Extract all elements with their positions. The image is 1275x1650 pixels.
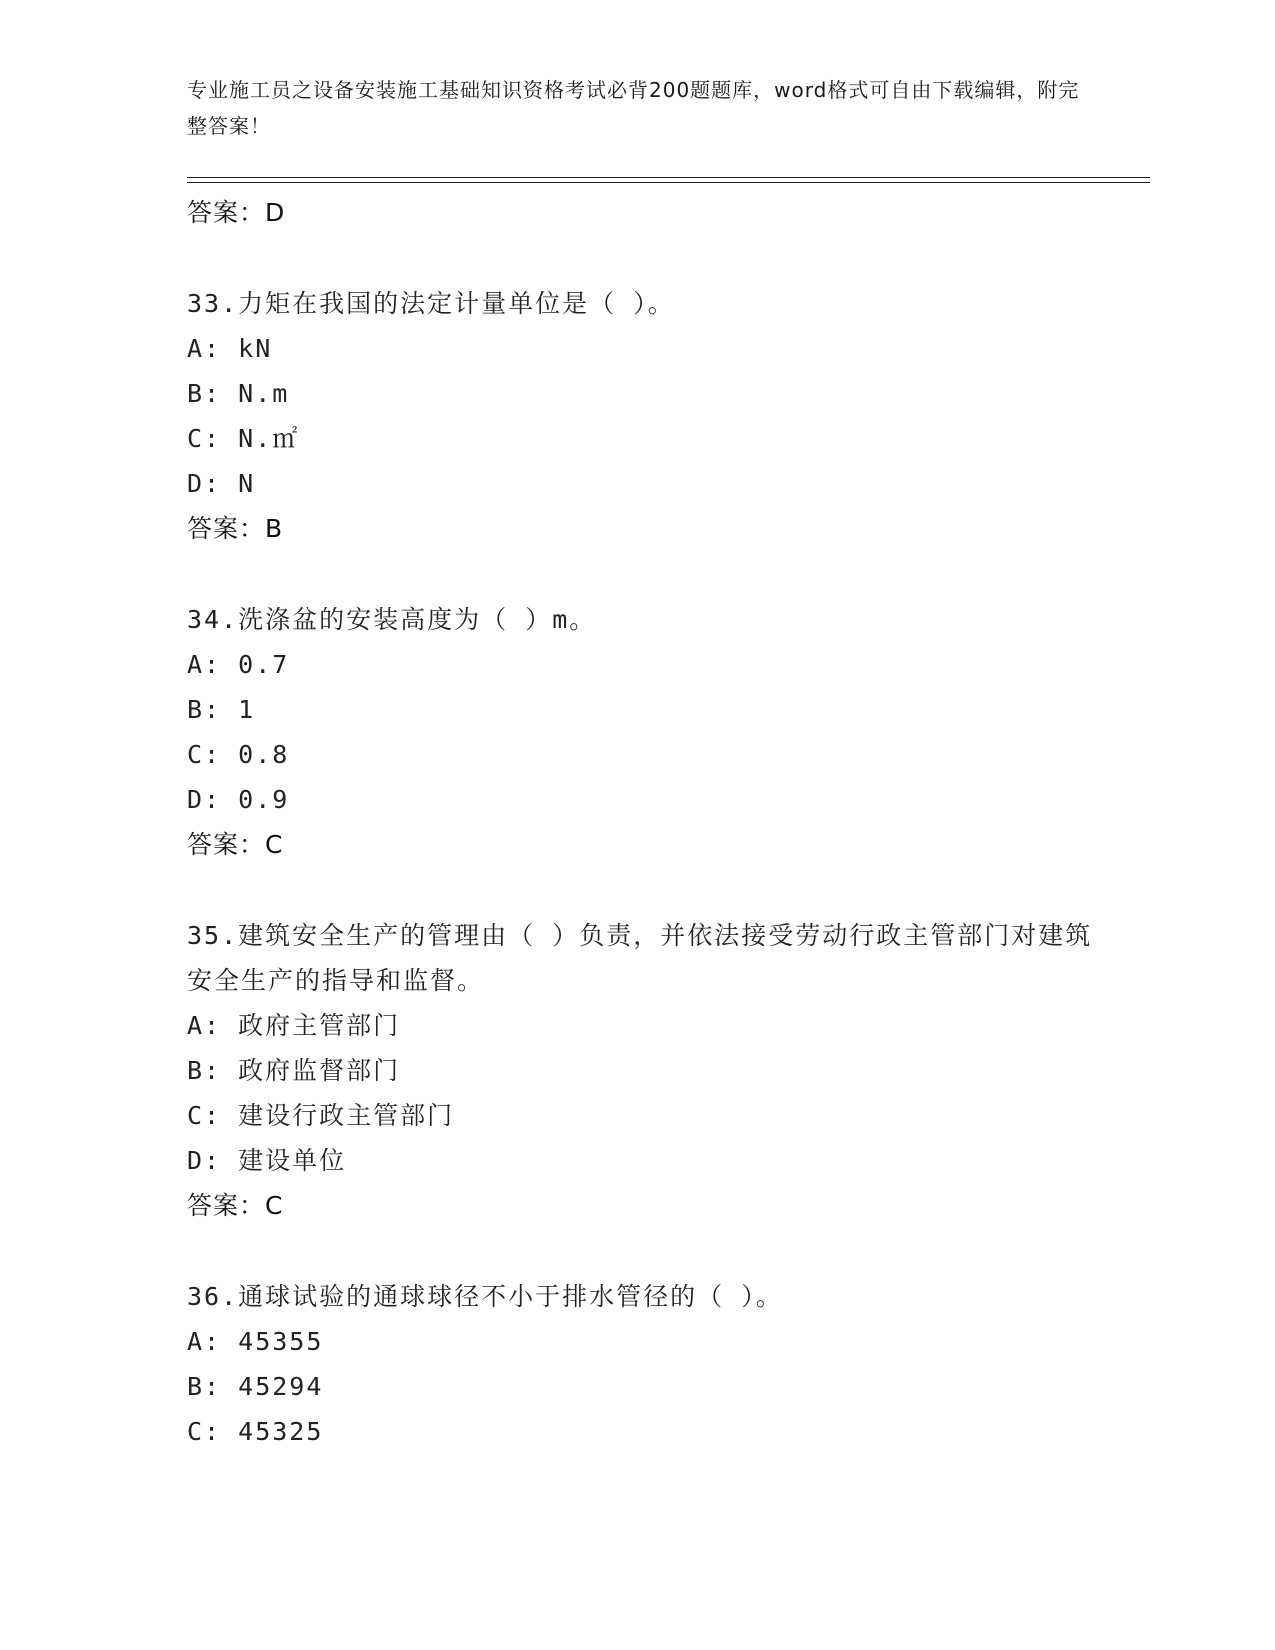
answer-line: 答案：B bbox=[187, 514, 284, 543]
option-c: C: 0.8 bbox=[187, 740, 290, 769]
answer-line: 答案：C bbox=[187, 830, 284, 859]
option-a: A: 45355 bbox=[187, 1327, 324, 1356]
question-block bbox=[187, 913, 1107, 1228]
option-b: B: 1 bbox=[187, 695, 256, 724]
option-a: A: kN bbox=[187, 334, 273, 363]
question-text: 35.建筑安全生产的管理由（ ）负责，并依法接受劳动行政主管部门对建筑安全生产的指导和监督。 bbox=[187, 921, 1093, 995]
option-d: D: N bbox=[187, 469, 256, 498]
question-list bbox=[187, 190, 1107, 1454]
header-rule-top bbox=[187, 177, 1150, 178]
question-text: 36.通球试验的通球球径不小于排水管径的（ ）。 bbox=[187, 1282, 783, 1311]
document-header: 专业施工员之设备安装施工基础知识资格考试必背200题题库，word格式可自由下载编辑，附完整答案！ bbox=[187, 78, 1080, 138]
answer-line: 答案：D bbox=[187, 198, 286, 227]
option-d: D: 0.9 bbox=[187, 785, 290, 814]
header-rule-bottom bbox=[187, 182, 1150, 183]
option-c: C: 建设行政主管部门 bbox=[187, 1101, 455, 1130]
question-text: 33.力矩在我国的法定计量单位是（ ）。 bbox=[187, 289, 675, 318]
question-block bbox=[187, 281, 1107, 551]
option-b: B: 政府监督部门 bbox=[187, 1056, 401, 1085]
option-b: B: N.m bbox=[187, 379, 290, 408]
option-a: A: 0.7 bbox=[187, 650, 290, 679]
question-block bbox=[187, 1274, 1107, 1454]
option-b: B: 45294 bbox=[187, 1372, 324, 1401]
answer-line: 答案：C bbox=[187, 1191, 284, 1220]
option-c: C: N.㎡ bbox=[187, 424, 300, 453]
option-a: A: 政府主管部门 bbox=[187, 1011, 401, 1040]
question-text: 34.洗涤盆的安装高度为（ ）m。 bbox=[187, 605, 597, 634]
question-block bbox=[187, 597, 1107, 867]
option-d: D: 建设单位 bbox=[187, 1146, 347, 1175]
option-c: C: 45325 bbox=[187, 1417, 324, 1446]
